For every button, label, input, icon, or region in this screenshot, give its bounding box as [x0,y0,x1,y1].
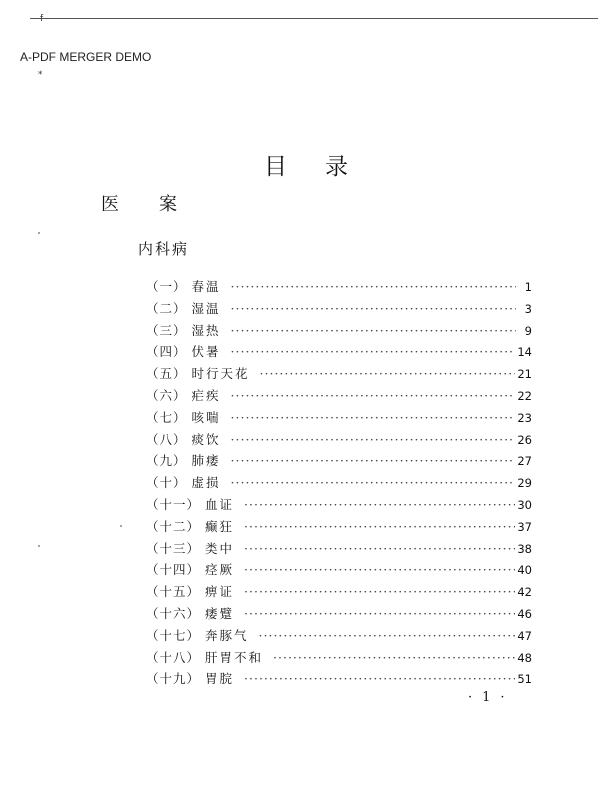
toc-entry-number: （十四） [146,562,201,578]
toc-entry-number: （五） [146,366,187,382]
toc-entry-title: 痹证 [205,584,235,600]
toc-entry-page: 27 [517,454,532,469]
toc-entry-page: 23 [517,410,532,425]
toc-leader-dots [231,410,516,425]
toc-entry-number: （一） [146,279,187,294]
toc-entry[interactable] [146,342,532,364]
toc-entry-number: （六） [146,387,187,403]
toc-entry[interactable] [146,669,532,691]
toc-entry-title: 春温 [191,279,221,294]
toc-entry[interactable] [146,364,532,386]
toc-leader-dots [244,671,515,686]
toc-entry[interactable] [146,648,532,670]
toc-entry-page: 22 [517,388,532,403]
scan-speck [120,525,122,527]
toc-leader-dots [231,388,516,403]
toc-entry[interactable] [146,626,532,648]
toc-entry-title: 痰饮 [191,431,221,447]
toc-leader-dots [231,432,516,447]
toc-entry-number: （九） [146,453,187,469]
toc-entry-page: 42 [517,585,532,600]
toc-entry[interactable] [146,451,532,473]
toc-entry-number: （四） [146,344,187,360]
toc-leader-dots [244,541,515,556]
toc-entry-title: 虚损 [191,475,221,491]
toc-entry-title: 痿躄 [205,605,235,621]
toc-leader-dots [231,279,516,294]
toc-entry-number: （十一） [146,496,201,512]
toc-leader-dots [244,606,515,621]
toc-entry-number: （十八） [146,649,201,665]
toc-entry[interactable] [146,517,532,539]
toc-entry-title: 伏暑 [191,344,221,360]
toc-entry[interactable] [146,277,532,299]
toc-leader-dots [260,366,516,381]
toc-entry[interactable] [146,299,532,321]
toc-entry-title: 肝胃不和 [205,649,264,665]
toc-entry-page: 26 [517,432,532,447]
toc-entry[interactable] [146,386,532,408]
toc-entry-title: 痉厥 [205,562,235,578]
toc-leader-dots [231,344,516,359]
toc-entry-number: （十三） [146,540,201,556]
top-rule [30,18,598,19]
scan-mark-below: * [38,70,43,80]
toc-entry[interactable] [146,430,532,452]
toc-leader-dots [231,323,516,338]
toc-entry-page: 30 [517,497,532,512]
toc-entry[interactable] [146,604,532,626]
toc-leader-dots [244,519,515,534]
toc-entry[interactable] [146,582,532,604]
toc-entry-title: 奔豚气 [205,627,249,643]
toc-entry-number: （八） [146,431,187,447]
toc-leader-dots [231,453,516,468]
toc-entry-title: 咳喘 [191,409,221,425]
scan-speck [38,232,40,234]
toc-entry-title: 疟疾 [191,387,221,403]
toc-entry-title: 血证 [205,496,235,512]
toc-entry-page: 46 [517,606,532,621]
toc-entry-number: （十六） [146,605,201,621]
toc-entry-number: （十九） [146,671,201,687]
toc-entry-number: （二） [146,300,187,316]
table-of-contents [146,277,532,691]
toc-leader-dots [244,497,515,512]
toc-entry[interactable] [146,560,532,582]
toc-entry-page: 38 [517,541,532,556]
toc-entry-title: 类中 [205,540,235,556]
section-heading: 医案 [101,194,217,215]
toc-entry-page: 14 [517,345,532,360]
toc-leader-dots [244,562,515,577]
toc-leader-dots [231,301,516,316]
toc-entry-title: 湿热 [191,322,221,338]
toc-entry-page: 51 [517,672,532,687]
toc-entry[interactable] [146,495,532,517]
toc-entry-page: 29 [517,476,532,491]
toc-leader-dots [231,475,516,490]
toc-entry-page: 21 [517,367,532,382]
toc-entry-page: 48 [517,650,532,665]
toc-entry-title: 时行天花 [191,366,250,382]
page-title: 目录 [264,154,386,180]
scan-mark-top: f [40,14,44,24]
toc-entry-title: 胃脘 [205,671,235,687]
watermark-text: A-PDF MERGER DEMO [20,50,152,64]
toc-entry-number: （十七） [146,627,201,643]
page-number: ·1· [468,690,515,705]
toc-leader-dots [259,628,516,643]
toc-entry-number: （十五） [146,584,201,600]
toc-entry[interactable] [146,473,532,495]
toc-entry-number: （三） [146,322,187,338]
toc-leader-dots [244,584,515,599]
toc-entry[interactable] [146,539,532,561]
toc-entry-page: 37 [517,519,532,534]
toc-entry[interactable] [146,408,532,430]
toc-entry-page: 40 [517,563,532,578]
subsection-heading: 内科病 [138,240,190,258]
toc-entry-page: 47 [517,628,532,643]
scan-speck [38,545,40,547]
toc-entry-title: 癫狂 [205,518,235,534]
toc-entry-title: 湿温 [191,300,221,316]
toc-entry-page: 9 [524,323,532,338]
toc-entry-number: （十） [146,475,187,491]
toc-entry-page: 3 [524,301,532,316]
toc-leader-dots [273,650,515,665]
toc-entry-number: （七） [146,409,187,425]
toc-entry-title: 肺痿 [191,453,221,469]
toc-entry-page: 1 [524,280,532,294]
toc-entry-number: （十二） [146,518,201,534]
toc-entry[interactable] [146,321,532,343]
